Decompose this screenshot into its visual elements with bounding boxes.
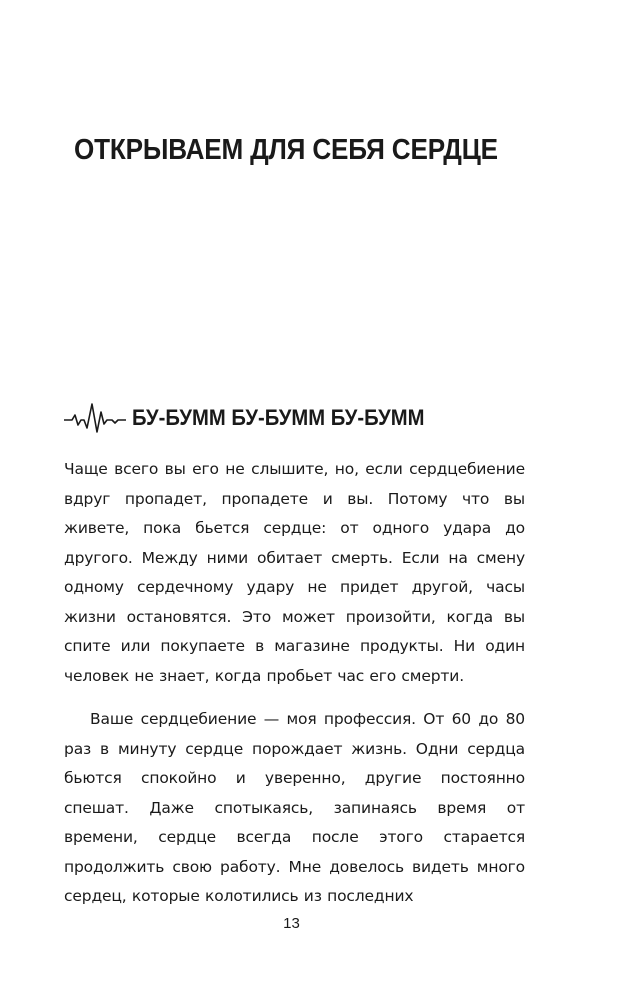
body-paragraph-2: Ваше сердцебиение — моя профессия. От 60 до 80 раз в минуту сердце порождает жизнь. Одни сердца бьются спокойно и уверенно, другие постоянно спешат. Даже спотыкаясь, запинаясь время от времени, сердце всегда после этого старается продолжить свою работу. Мне довелось видеть много сердец, которые колотились из последних <box>64 710 525 905</box>
page-number: 13 <box>283 915 300 932</box>
body-paragraph-1: Чаще всего вы его не слышите, но, если сердцебиение вдруг пропадет, пропадете и вы. Потому что вы живете, пока бьется сердце: от одного удара до другого. Между ними обитает смерть. Если на смену одному сердечному удару не придет другой, часы жизни остановятся. Это может произойти, когда вы спите или покупаете в магазине продукты. Ни один человек не знает, когда пробьет час его смерти. <box>64 460 525 685</box>
chapter-title: ОТКРЫВАЕМ ДЛЯ СЕБЯ СЕРДЦЕ <box>74 134 498 166</box>
section-title: БУ-БУММ БУ-БУММ БУ-БУММ <box>132 405 425 430</box>
heartbeat-icon <box>64 398 126 438</box>
section-heading <box>64 398 450 438</box>
